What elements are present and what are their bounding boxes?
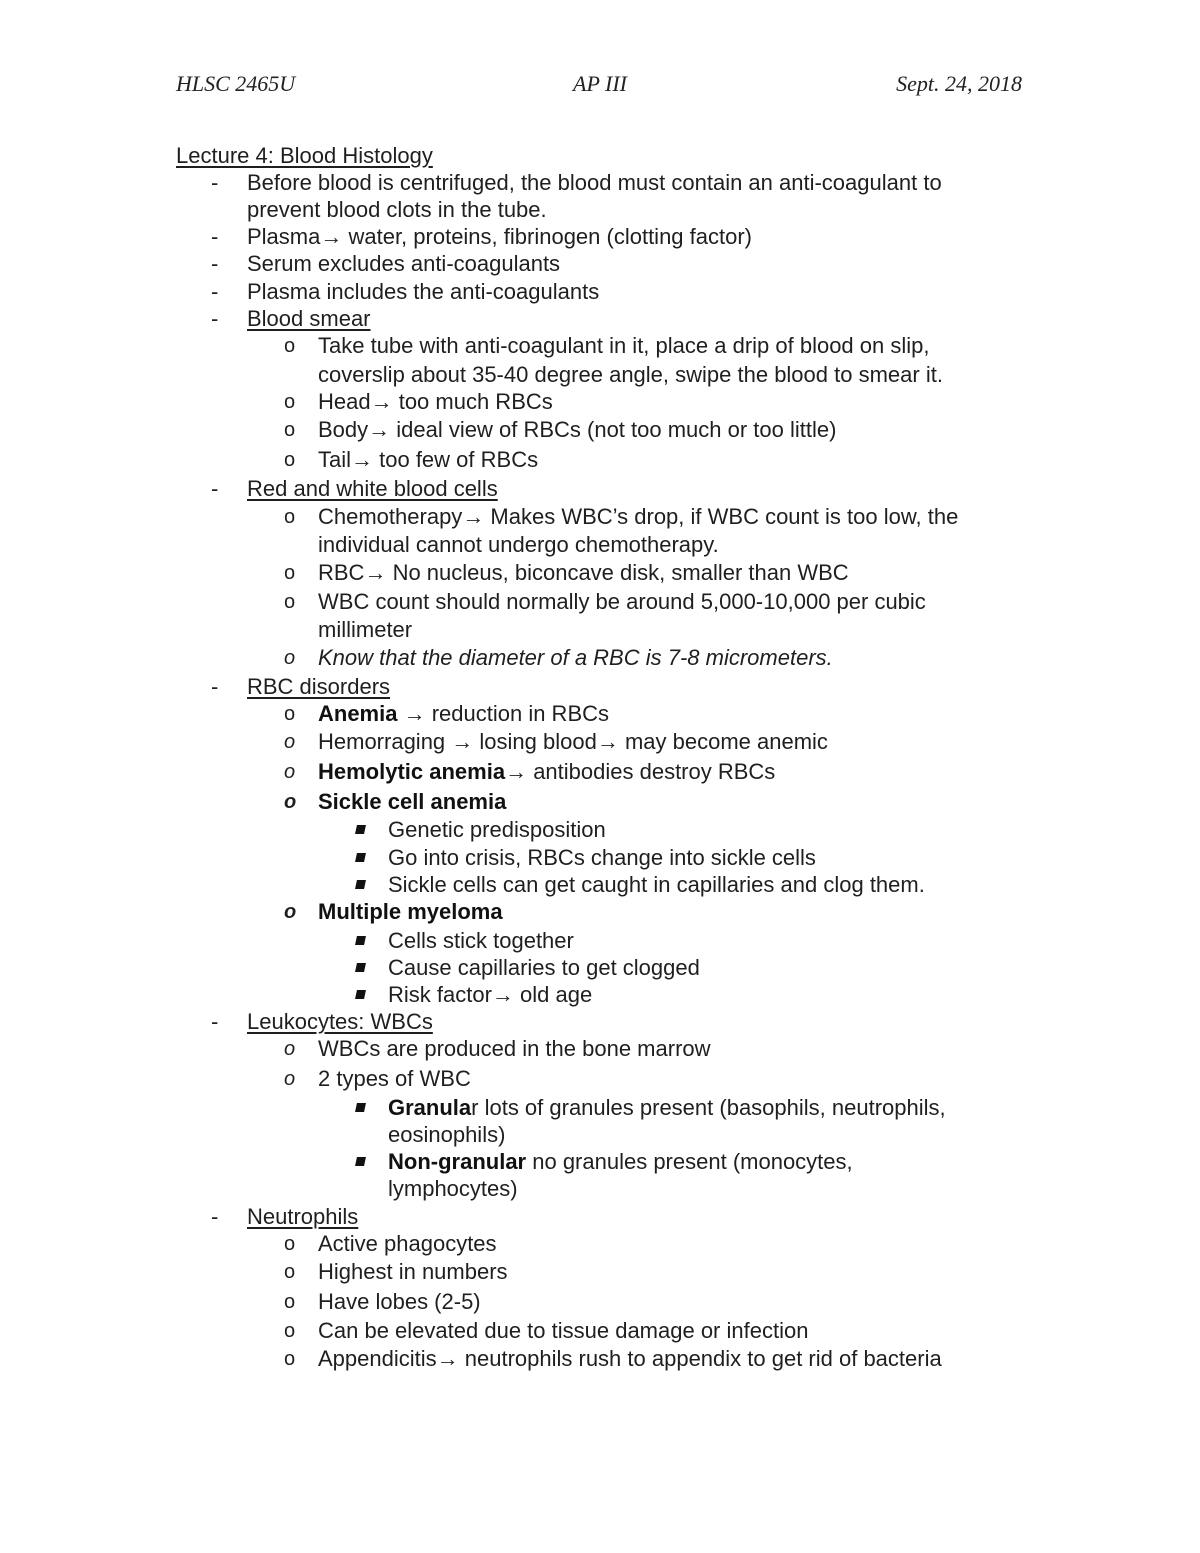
note-line: millimeter [318, 617, 413, 642]
circle-bullet: o [284, 761, 296, 783]
circle-bullet: o [284, 731, 296, 753]
note-line: Know that the diameter of a RBC is 7-8 micrometers. [318, 645, 833, 670]
header-date: Sept. 24, 2018 [896, 71, 1022, 96]
arrow-icon: → [451, 729, 474, 754]
note-line: Anemia → reduction in RBCs [318, 701, 610, 726]
arrow-icon: → [462, 504, 485, 529]
arrow-icon: → [364, 560, 387, 585]
note-line: Tail→ too few of RBCs [318, 447, 539, 472]
note-line: Head→ too much RBCs [318, 389, 553, 414]
note-line: Plasma→ water, proteins, fibrinogen (clotting factor) [247, 224, 753, 249]
note-line: Multiple myeloma [318, 899, 503, 924]
note-line: WBC count should normally be around 5,000-10,000 per cubic [318, 589, 926, 614]
note-line: WBCs are produced in the bone marrow [318, 1036, 711, 1061]
circle-bullet: o [284, 419, 296, 441]
note-line: Can be elevated due to tissue damage or infection [318, 1318, 809, 1343]
square-bullet-icon [355, 1103, 366, 1112]
note-line: Have lobes (2-5) [318, 1289, 481, 1314]
note-line: Take tube with anti-coagulant in it, place a drip of blood on slip, [318, 333, 930, 358]
note-line: Genetic predisposition [388, 817, 606, 842]
circle-bullet: o [284, 1261, 296, 1283]
header-subject: AP III [573, 71, 627, 96]
arrow-icon: → [505, 759, 528, 784]
arrow-icon: → [368, 417, 391, 442]
arrow-icon: → [403, 701, 426, 726]
square-bullet-icon [355, 1157, 366, 1166]
dash-bullet: - [211, 170, 219, 195]
arrow-icon: → [596, 729, 619, 754]
circle-bullet: o [284, 791, 297, 813]
note-line: lymphocytes) [388, 1176, 518, 1201]
note-line: prevent blood clots in the tube. [247, 197, 547, 222]
dash-bullet: - [211, 1009, 219, 1034]
note-line: Plasma includes the anti-coagulants [247, 279, 600, 304]
note-line: Active phagocytes [318, 1231, 497, 1256]
square-bullet-icon [355, 880, 366, 889]
note-line: Serum excludes anti-coagulants [247, 251, 561, 276]
note-line: Sickle cells can get caught in capillaries and clog them. [388, 872, 925, 897]
circle-bullet: o [284, 562, 296, 584]
note-line: Body→ ideal view of RBCs (not too much or too little) [318, 417, 837, 442]
circle-bullet: o [284, 703, 296, 725]
circle-bullet: o [284, 591, 296, 613]
dash-bullet: - [211, 251, 219, 276]
header-course: HLSC 2465U [176, 71, 296, 96]
square-bullet-icon [355, 853, 366, 862]
circle-bullet: o [284, 901, 297, 923]
arrow-icon: → [320, 224, 343, 249]
note-line: Cause capillaries to get clogged [388, 955, 700, 980]
circle-bullet: o [284, 335, 296, 357]
dash-bullet: - [211, 224, 219, 249]
circle-bullet: o [284, 1348, 296, 1370]
circle-bullet: o [284, 1320, 296, 1342]
note-line: Cells stick together [388, 928, 574, 953]
note-line: Before blood is centrifuged, the blood must contain an anti-coagulant to [247, 170, 942, 195]
circle-bullet: o [284, 1038, 296, 1060]
section-heading-leukocytes: Leukocytes: WBCs [247, 1009, 433, 1034]
circle-bullet: o [284, 506, 296, 528]
note-line: Highest in numbers [318, 1259, 508, 1284]
note-line: Hemolytic anemia→ antibodies destroy RBCs [318, 759, 776, 784]
note-line: RBC→ No nucleus, biconcave disk, smaller than WBC [318, 560, 849, 585]
note-line: Non-granular no granules present (monocytes, [388, 1149, 853, 1174]
section-heading-rbc-disorders: RBC disorders [247, 674, 391, 699]
note-line: Appendicitis→ neutrophils rush to appendix to get rid of bacteria [318, 1346, 942, 1371]
circle-bullet: o [284, 1291, 296, 1313]
note-line: individual cannot undergo chemotherapy. [318, 532, 719, 557]
arrow-icon: → [491, 982, 514, 1007]
circle-bullet: o [284, 1233, 296, 1255]
dash-bullet: - [211, 674, 219, 699]
circle-bullet: o [284, 391, 296, 413]
note-line: Risk factor→ old age [388, 982, 593, 1007]
square-bullet-icon [355, 825, 366, 834]
dash-bullet: - [211, 476, 219, 501]
note-line: Go into crisis, RBCs change into sickle cells [388, 845, 816, 870]
dash-bullet: - [211, 279, 219, 304]
dash-bullet: - [211, 306, 219, 331]
square-bullet-icon [355, 990, 366, 999]
square-bullet-icon [355, 963, 366, 972]
note-line: eosinophils) [388, 1122, 506, 1147]
note-line: Chemotherapy→ Makes WBC’s drop, if WBC count is too low, the [318, 504, 959, 529]
section-heading-red-white: Red and white blood cells [247, 476, 498, 501]
note-line: Granular lots of granules present (basophils, neutrophils, [388, 1095, 946, 1120]
dash-bullet: - [211, 1204, 219, 1229]
section-heading-blood-smear: Blood smear [247, 306, 371, 331]
note-line: Hemorraging → losing blood→ may become anemic [318, 729, 828, 754]
note-line: Sickle cell anemia [318, 789, 507, 814]
arrow-icon: → [370, 389, 393, 414]
arrow-icon: → [436, 1346, 459, 1371]
circle-bullet: o [284, 647, 296, 669]
square-bullet-icon [355, 936, 366, 945]
section-heading-neutrophils: Neutrophils [247, 1204, 359, 1229]
lecture-title: Lecture 4: Blood Histology [176, 143, 433, 168]
arrow-icon: → [351, 447, 374, 472]
note-line: coverslip about 35-40 degree angle, swipe the blood to smear it. [318, 362, 943, 387]
circle-bullet: o [284, 1068, 296, 1090]
note-line: 2 types of WBC [318, 1066, 471, 1091]
circle-bullet: o [284, 449, 296, 471]
